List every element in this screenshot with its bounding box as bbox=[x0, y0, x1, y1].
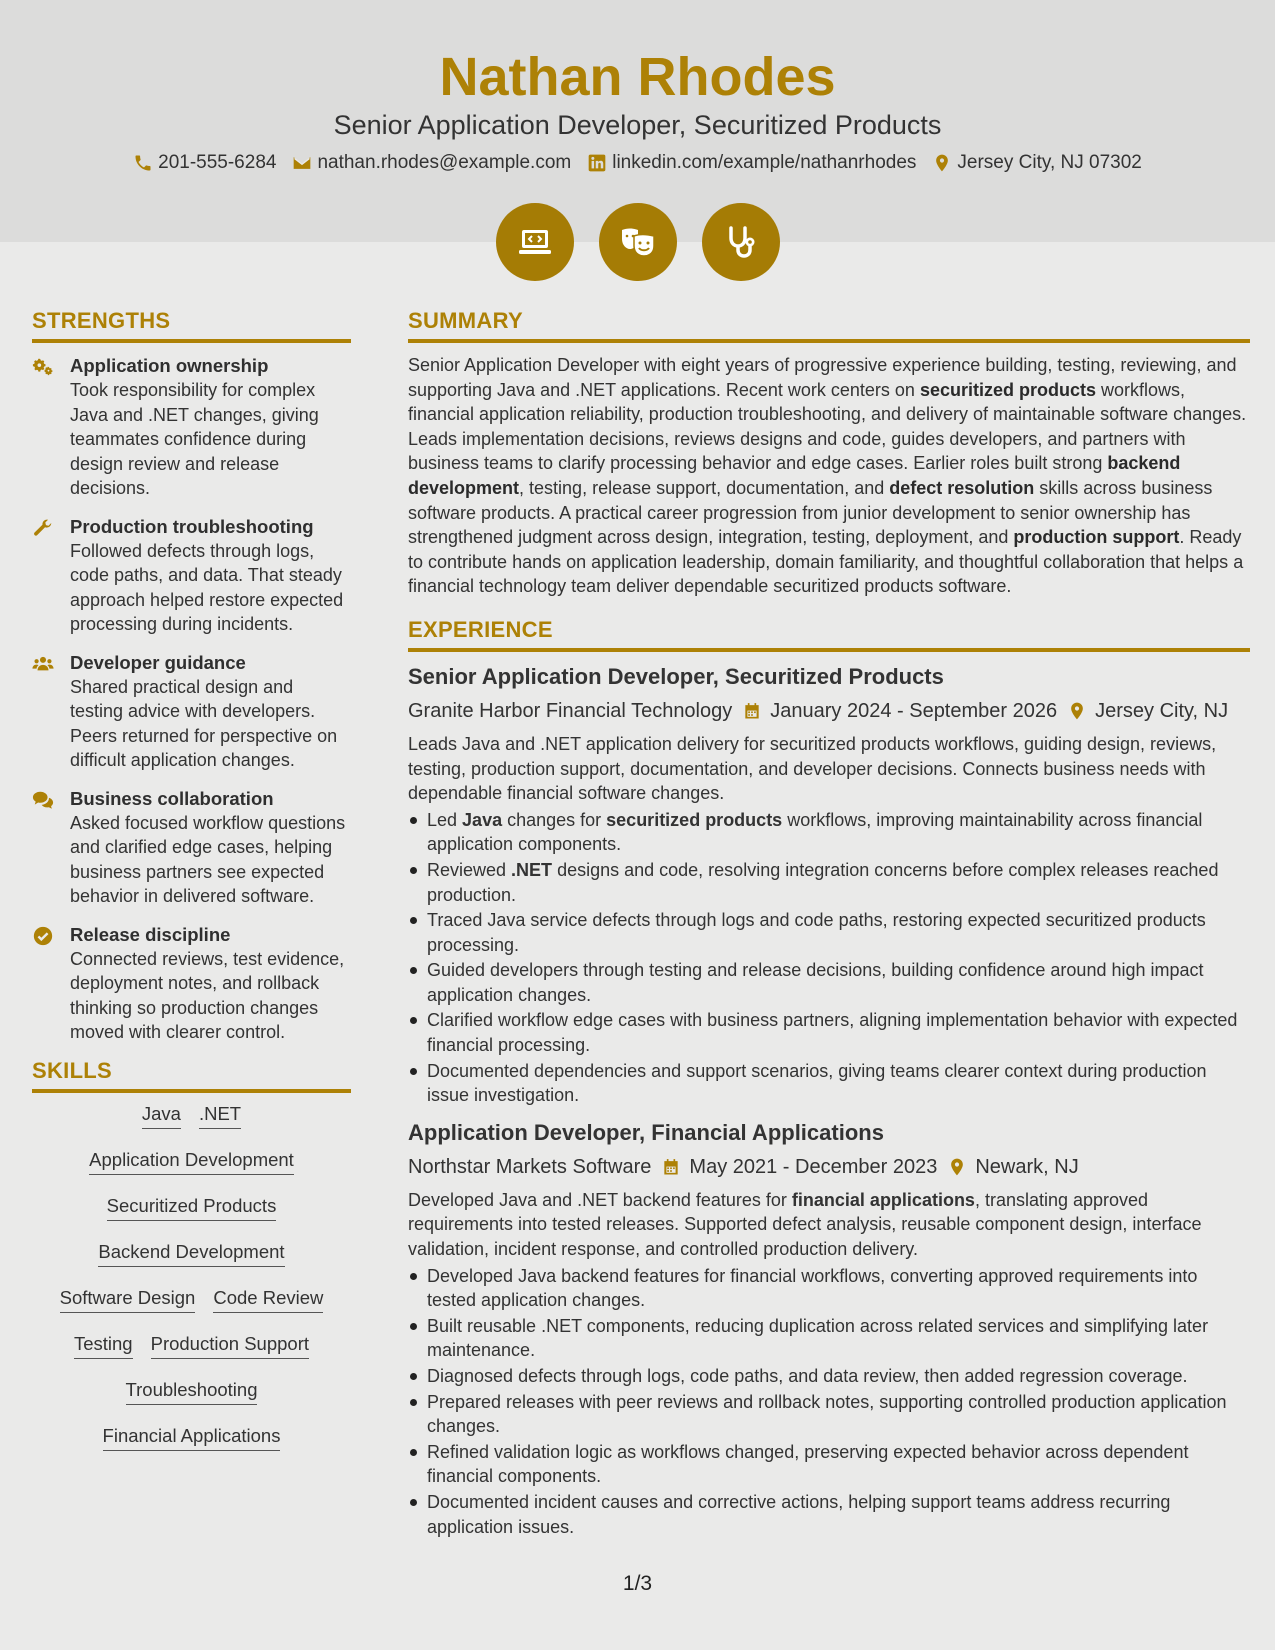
job-bullet: Developed Java backend features for financial workflows, converting approved requirements into tested application changes. bbox=[408, 1264, 1250, 1313]
contact-email-text: nathan.rhodes@example.com bbox=[317, 152, 572, 173]
map-pin-icon bbox=[947, 1157, 967, 1177]
contact-linkedin[interactable] bbox=[587, 152, 916, 174]
contact-location-text: Jersey City, NJ 07302 bbox=[957, 152, 1142, 173]
users-icon bbox=[32, 653, 54, 675]
phone-icon bbox=[133, 153, 153, 173]
job-bullet: Led Java changes for securitized products workflows, improving maintainability across financial application components. bbox=[408, 808, 1250, 857]
candidate-headline: Senior Application Developer, Securitized Products bbox=[333, 110, 942, 140]
job-bullet: Diagnosed defects through logs, code paths, and data review, then added regression coverage. bbox=[408, 1364, 1250, 1389]
strength-title: Developer guidance bbox=[70, 651, 246, 673]
laptop-code-icon bbox=[515, 222, 555, 262]
skill-tag: .NET bbox=[199, 1103, 241, 1129]
skill-tag: Application Development bbox=[89, 1149, 294, 1175]
job-bullet: Built reusable .NET components, reducing duplication across related services and simplifying later maintenance. bbox=[408, 1314, 1250, 1363]
strength-desc: Took responsibility for complex Java and .NET changes, giving teammates confidence during design review and release decisions. bbox=[70, 380, 319, 498]
job-dates: January 2024 - September 2026 bbox=[770, 699, 1058, 722]
comments-icon bbox=[32, 789, 54, 811]
contact-linkedin-text: linkedin.com/example/nathanrhodes bbox=[612, 152, 917, 173]
skill-tag: Financial Applications bbox=[103, 1425, 281, 1451]
strength-desc: Connected reviews, test evidence, deployment notes, and rollback thinking so production changes moved with clearer control. bbox=[70, 948, 345, 1042]
stethoscope-icon bbox=[721, 222, 761, 262]
job-bullets bbox=[408, 808, 1250, 1108]
job-title: Application Developer, Financial Applications bbox=[408, 1119, 884, 1145]
contact-phone[interactable] bbox=[133, 152, 276, 174]
strength-item bbox=[32, 922, 351, 1045]
strength-item bbox=[32, 650, 351, 773]
skill-tag: Java bbox=[142, 1103, 181, 1129]
job-company: Granite Harbor Financial Technology bbox=[408, 699, 733, 722]
wrench-icon bbox=[32, 517, 54, 539]
job-location: Jersey City, NJ bbox=[1095, 699, 1229, 722]
linkedin-icon bbox=[587, 153, 607, 173]
job-bullet: Prepared releases with peer reviews and rollback notes, supporting controlled production application changes. bbox=[408, 1390, 1250, 1439]
job-entry bbox=[408, 1118, 1250, 1539]
calendar-icon bbox=[661, 1157, 681, 1177]
contact-bar bbox=[0, 152, 1275, 174]
strength-desc: Followed defects through logs, code paths, and data. That steady approach helped restore expected processing during incidents. bbox=[70, 540, 344, 634]
job-dates: May 2021 - December 2023 bbox=[689, 1155, 938, 1178]
contact-location bbox=[932, 152, 1141, 174]
skills-list bbox=[32, 1103, 351, 1451]
strength-title: Production troubleshooting bbox=[70, 515, 314, 537]
job-bullet: Documented incident causes and corrective actions, helping support teams address recurring application issues. bbox=[408, 1490, 1250, 1539]
skill-tag: Software Design bbox=[60, 1287, 196, 1313]
skill-tag: Troubleshooting bbox=[126, 1379, 258, 1405]
job-meta bbox=[408, 1154, 1250, 1180]
skill-tag: Production Support bbox=[151, 1333, 309, 1359]
candidate-name: Nathan Rhodes bbox=[439, 47, 836, 107]
job-bullets bbox=[408, 1264, 1250, 1540]
skill-tag: Testing bbox=[74, 1333, 133, 1359]
job-bullet: Reviewed .NET designs and code, resolving integration concerns before complex releases reached production. bbox=[408, 858, 1250, 907]
contact-email[interactable] bbox=[292, 152, 571, 174]
job-bullet: Clarified workflow edge cases with business partners, aligning implementation behavior with expected financial processing. bbox=[408, 1008, 1250, 1057]
job-bullet: Traced Java service defects through logs and code paths, restoring expected securitized products processing. bbox=[408, 908, 1250, 957]
calendar-icon bbox=[742, 701, 762, 721]
left-column bbox=[32, 308, 351, 1471]
job-company: Northstar Markets Software bbox=[408, 1155, 652, 1178]
job-bullet: Refined validation logic as workflows changed, preserving expected behavior across dependent financial components. bbox=[408, 1440, 1250, 1489]
job-location: Newark, NJ bbox=[975, 1155, 1079, 1178]
cogs-icon bbox=[32, 356, 54, 378]
check-circle-icon bbox=[32, 925, 54, 947]
job-entry bbox=[408, 662, 1250, 1108]
skills-heading: SKILLS bbox=[32, 1058, 351, 1093]
job-description: Developed Java and .NET backend features for financial applications, translating approved requirements into tested releases. Supported defect analysis, reusable component design, interface validation, incident response, and controlled production delivery. bbox=[408, 1189, 1202, 1260]
right-column bbox=[408, 308, 1250, 1549]
theater-masks-icon bbox=[618, 222, 658, 262]
strength-title: Business collaboration bbox=[70, 787, 274, 809]
strengths-heading: STRENGTHS bbox=[32, 308, 351, 343]
job-meta bbox=[408, 698, 1250, 724]
job-description: Leads Java and .NET application delivery for securitized products workflows, guiding design, reviews, testing, production support, documentation, and developer decisions. Connects business needs with dependable financial software changes. bbox=[408, 733, 1217, 804]
badge-stethoscope bbox=[702, 203, 780, 281]
strength-desc: Shared practical design and testing advice with developers. Peers returned for perspective on difficult application changes. bbox=[70, 676, 338, 770]
job-bullet: Documented dependencies and support scenarios, giving teams clearer context during production issue investigation. bbox=[408, 1059, 1250, 1108]
experience-heading: EXPERIENCE bbox=[408, 617, 1250, 652]
summary-text: Senior Application Developer with eight years of progressive experience building, testing, reviewing, and supporting Java and .NET applications. Recent work centers on securitized products workflows, financial application reliability, production troubleshooting, and delivery of maintainable software changes. Leads implementation decisions, reviews designs and code, guides developers, and partners with business teams to clarify processing behavior and edge cases. Earlier roles built strong backend development, testing, release support, documentation, and defect resolution skills across business software products. A practical career progression from junior development to senior ownership has strengthened judgment across design, integration, testing, deployment, and production support. Ready to contribute hands on application leadership, domain familiarity, and thoughtful collaboration that helps a financial technology team deliver dependable securitized products software. bbox=[408, 355, 1247, 597]
map-pin-icon bbox=[932, 153, 952, 173]
map-pin-icon bbox=[1067, 701, 1087, 721]
summary-heading: SUMMARY bbox=[408, 308, 1250, 343]
page-number: 1/3 bbox=[622, 1572, 653, 1595]
badge-theater-masks bbox=[599, 203, 677, 281]
strength-title: Release discipline bbox=[70, 923, 231, 945]
interest-badges bbox=[0, 203, 1275, 281]
job-bullet: Guided developers through testing and release decisions, building confidence around high impact application changes. bbox=[408, 958, 1250, 1007]
contact-phone-text: 201-555-6284 bbox=[158, 152, 277, 173]
strength-item bbox=[32, 353, 351, 501]
skill-tag: Code Review bbox=[213, 1287, 323, 1313]
strength-item bbox=[32, 786, 351, 909]
strength-item bbox=[32, 514, 351, 637]
strength-desc: Asked focused workflow questions and clarified edge cases, helping business partners see expected behavior in delivered software. bbox=[70, 812, 346, 906]
envelope-icon bbox=[292, 153, 312, 173]
skill-tag: Securitized Products bbox=[107, 1195, 277, 1221]
strength-title: Application ownership bbox=[70, 355, 269, 376]
job-title: Senior Application Developer, Securitized Products bbox=[408, 663, 944, 689]
badge-laptop-code bbox=[496, 203, 574, 281]
skill-tag: Backend Development bbox=[98, 1241, 284, 1267]
